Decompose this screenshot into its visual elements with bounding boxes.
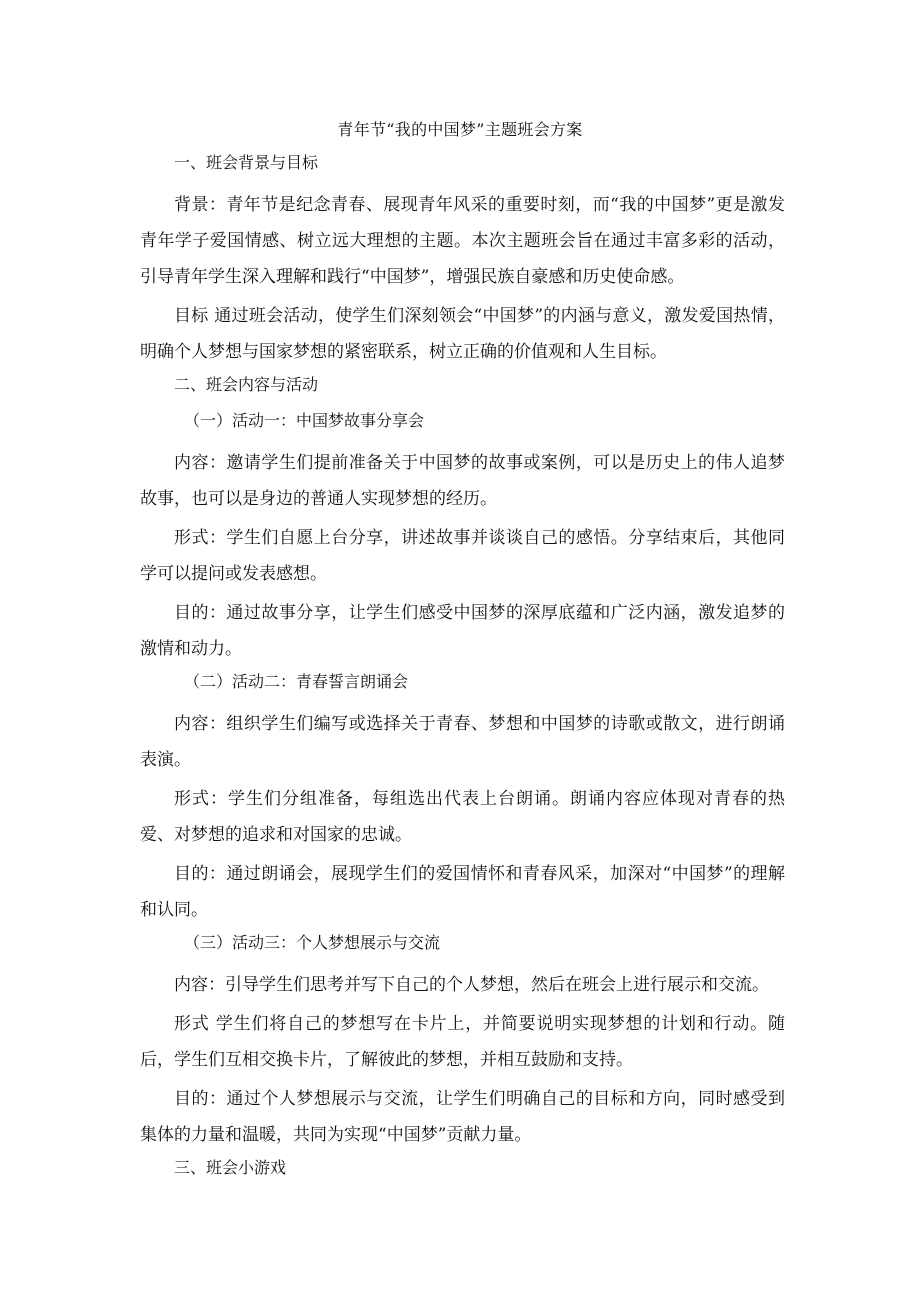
paragraph-background: 背景：青年节是纪念青春、展现青年风采的重要时刻，而“我的中国梦”更是激发青年学子爱国情感、树立远大理想的主题。本次主题班会旨在通过丰富多彩的活动，引导青年学生深入理解和践行“中国梦”，增强民族自豪感和历史使命感。 bbox=[140, 195, 785, 287]
paragraph-activity-1-content: 内容：邀请学生们提前准备关于中国梦的故事或案例，可以是历史上的伟人追梦故事，也可以是身边的普通人实现梦想的经历。 bbox=[140, 453, 785, 509]
paragraph-activity-3-purpose: 目的：通过个人梦想展示与交流，让学生们明确自己的目标和方向，同时感受到集体的力量和温暖，共同为实现“中国梦”贡献力量。 bbox=[140, 1089, 785, 1145]
document-body bbox=[140, 151, 785, 1192]
section-heading-content-activities: 二、班会内容与活动 bbox=[174, 375, 319, 394]
subsection-heading-activity-1: （一）活动一：中国梦故事分享会 bbox=[184, 411, 425, 430]
paragraph-activity-2-form: 形式：学生们分组准备，每组选出代表上台朗诵。朗诵内容应体现对青春的热爱、对梦想的追求和对国家的忠诚。 bbox=[140, 789, 785, 845]
paragraph-activity-2-content: 内容：组织学生们编写或选择关于青春、梦想和中国梦的诗歌或散文，进行朗诵表演。 bbox=[140, 714, 785, 770]
document-title: 青年节“我的中国梦”主题班会方案 bbox=[337, 120, 583, 139]
paragraph-goal: 目标 通过班会活动，使学生们深刻领会“中国梦”的内涵与意义，激发爱国热情，明确个人梦想与国家梦想的紧密联系，树立正确的价值观和人生目标。 bbox=[140, 306, 785, 362]
paragraph-activity-3-content: 内容：引导学生们思考并写下自己的个人梦想，然后在班会上进行展示和交流。 bbox=[174, 975, 769, 995]
paragraph-activity-1-purpose: 目的：通过故事分享，让学生们感受中国梦的深厚底蕴和广泛内涵，激发追梦的激情和动力。 bbox=[140, 603, 785, 659]
section-heading-mini-games: 三、班会小游戏 bbox=[174, 1158, 287, 1177]
subsection-heading-activity-2: （二）活动二：青春誓言朗诵会 bbox=[184, 672, 409, 691]
paragraph-activity-1-form: 形式：学生们自愿上台分享，讲述故事并谈谈自己的感悟。分享结束后，其他同学可以提问或发表感想。 bbox=[140, 528, 785, 584]
subsection-heading-activity-3: （三）活动三：个人梦想展示与交流 bbox=[184, 933, 441, 952]
section-heading-background-goals: 一、班会背景与目标 bbox=[174, 153, 319, 172]
paragraph-activity-2-purpose: 目的：通过朗诵会，展现学生们的爱国情怀和青春风采，加深对“中国梦”的理解和认同。 bbox=[140, 864, 785, 920]
paragraph-activity-3-form: 形式 学生们将自己的梦想写在卡片上，并简要说明实现梦想的计划和行动。随后，学生们互相交换卡片，了解彼此的梦想，并相互鼓励和支持。 bbox=[140, 1014, 785, 1070]
